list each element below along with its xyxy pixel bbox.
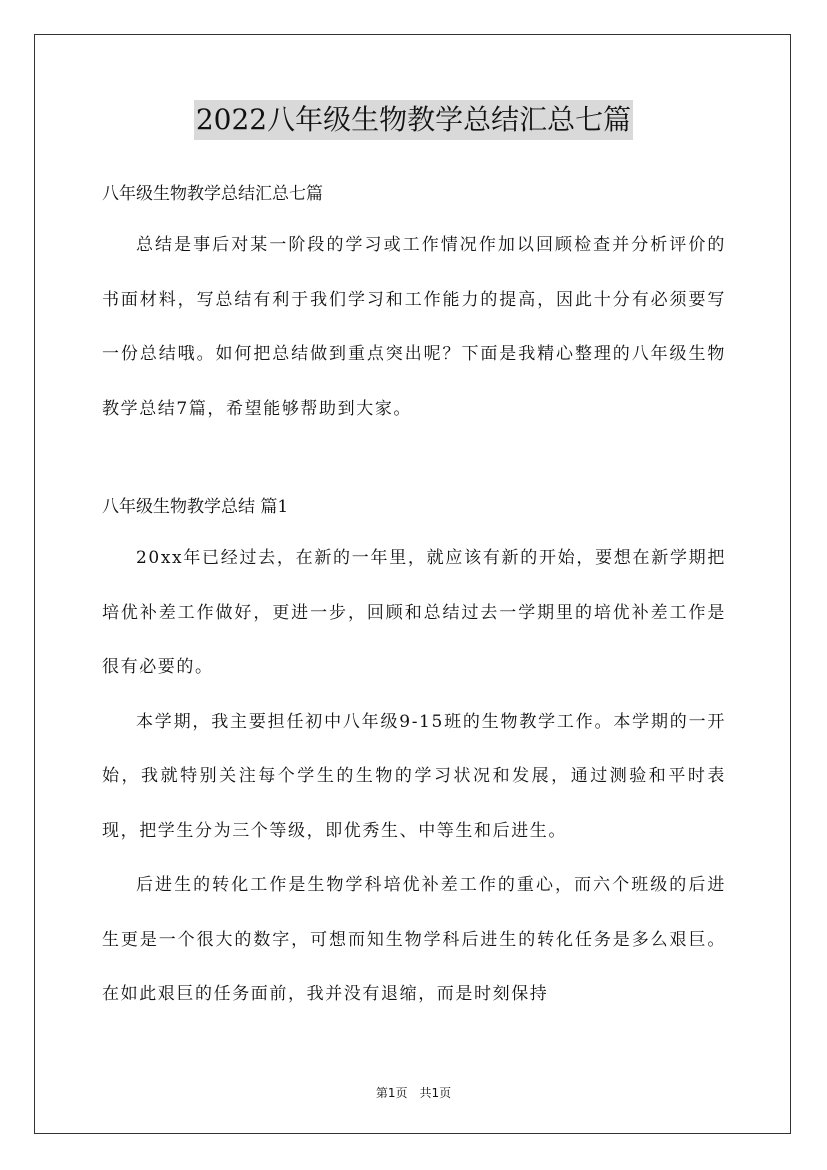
page-number: 第1页 [375,1086,408,1100]
body-paragraph-2: 本学期，我主要担任初中八年级9-15班的生物教学工作。本学期的一开始，我就特别关注每个学生的生物的学习状况和发展，通过测验和平时表现，把学生分为三个等级，即优秀生、中等生和后进生。 [102,711,726,841]
intro-paragraph: 总结是事后对某一阶段的学习或工作情况作加以回顾检查并分析评价的书面材料，写总结有利于我们学习和工作能力的提高，因此十分有必须要写一份总结哦。如何把总结做到重点突出呢？下面是我精心整理的八年级生物教学总结7篇，希望能够帮助到大家。 [102,235,726,419]
section-heading: 八年级生物教学总结 篇1 [102,497,289,517]
body-paragraph-1: 20xx年已经过去，在新的一年里，就应该有新的开始，要想在新学期把培优补差工作做好，更进一步，回顾和总结过去一学期里的培优补差工作是很有必要的。 [102,548,726,677]
document-title: 2022八年级生物教学总结汇总七篇 [194,100,633,140]
page-total: 共1页 [419,1086,452,1100]
page-footer [0,1084,827,1101]
document-subtitle: 八年级生物教学总结汇总七篇 [102,184,323,204]
body-paragraph-3: 后进生的转化工作是生物学科培优补差工作的重心，而六个班级的后进生更是一个很大的数字，可想而知生物学科后进生的转化任务是多么艰巨。在如此艰巨的任务面前，我并没有退缩，而是时刻保持 [102,875,726,1004]
document-body [102,174,726,1022]
title-container [0,100,827,140]
